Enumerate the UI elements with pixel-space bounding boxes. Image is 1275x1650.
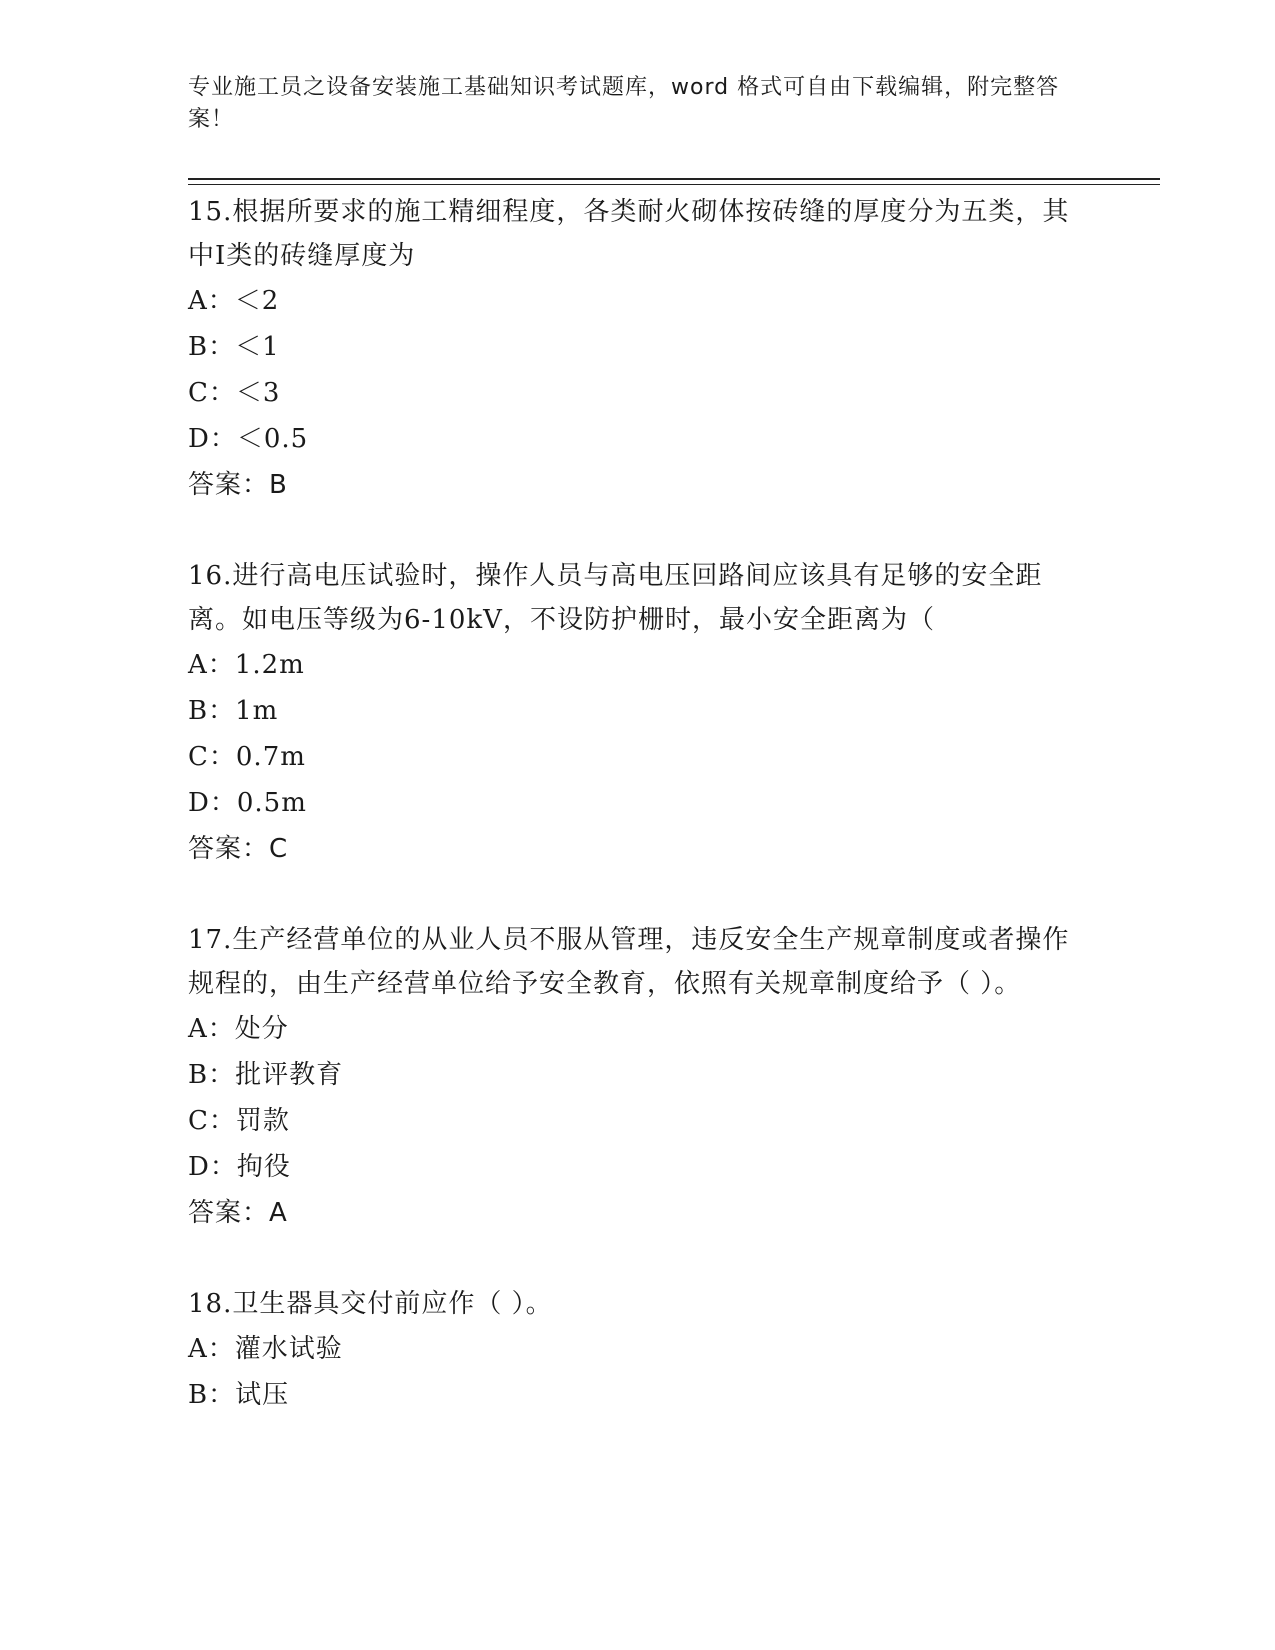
option-c: C：＜3 <box>188 378 281 408</box>
document-header: 专业施工员之设备安装施工基础知识考试题库，word 格式可自由下载编辑，附完整答案！ <box>188 75 1060 132</box>
question-stem: 16.进行高电压试验时，操作人员与高电压回路间应该具有足够的安全距离。如电压等级为6-10kV，不设防护栅时，最小安全距离为（ <box>188 561 1043 635</box>
question-list <box>188 190 1088 1418</box>
option-a: A：处分 <box>188 1014 289 1044</box>
option-b: B：试压 <box>188 1380 290 1410</box>
option-b: B：1m <box>188 696 279 726</box>
answer-line: 答案：B <box>188 470 288 500</box>
header-rule-thin <box>188 184 1160 185</box>
question-stem: 15.根据所要求的施工精细程度，各类耐火砌体按砖缝的厚度分为五类，其中Ⅰ类的砖缝厚度为 <box>188 197 1070 271</box>
option-a: A：灌水试验 <box>188 1334 343 1364</box>
option-c: C：罚款 <box>188 1106 290 1136</box>
answer-line: 答案：C <box>188 834 289 864</box>
question-spacer <box>188 1236 1088 1282</box>
option-a: A：1.2m <box>188 650 305 680</box>
option-a: A：＜2 <box>188 286 280 316</box>
answer-line: 答案：A <box>188 1198 288 1228</box>
option-d: D：拘役 <box>188 1152 291 1182</box>
question-16 <box>188 554 1088 872</box>
question-18 <box>188 1282 1088 1418</box>
question-spacer <box>188 872 1088 918</box>
option-c: C：0.7m <box>188 742 306 772</box>
question-15 <box>188 190 1088 508</box>
option-d: D：0.5m <box>188 788 307 818</box>
question-stem: 17.生产经营单位的从业人员不服从管理，违反安全生产规章制度或者操作规程的，由生产经营单位给予安全教育，依照有关规章制度给予（ ）。 <box>188 925 1070 999</box>
option-b: B：批评教育 <box>188 1060 344 1090</box>
question-stem: 18.卫生器具交付前应作（ ）。 <box>188 1289 553 1319</box>
question-17 <box>188 918 1088 1236</box>
option-d: D：＜0.5 <box>188 424 309 454</box>
header-rule-thick <box>188 178 1160 180</box>
question-spacer <box>188 508 1088 554</box>
option-b: B：＜1 <box>188 332 280 362</box>
